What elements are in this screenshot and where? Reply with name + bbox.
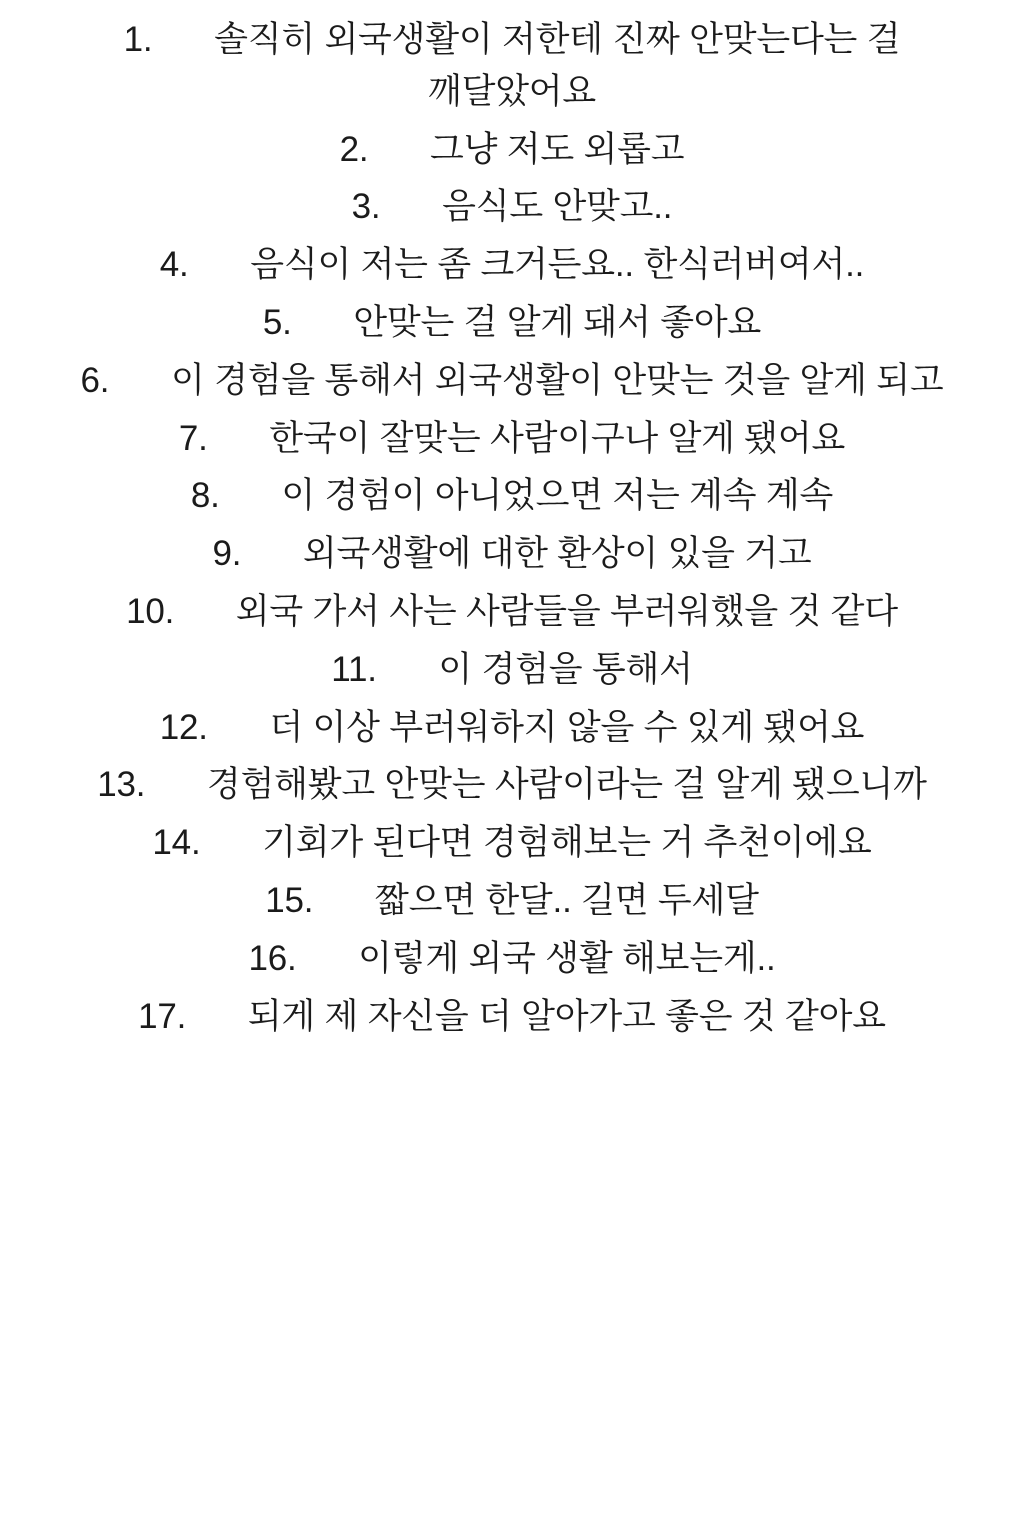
list-item-number: 7.	[178, 418, 260, 458]
list-item	[40, 586, 984, 638]
list-item-number: 2.	[339, 129, 421, 169]
list-item-text: 안맞는 걸 알게 돼서 좋아요	[353, 302, 762, 342]
list-item	[40, 239, 984, 291]
list-item-number: 14.	[152, 823, 253, 863]
list-item-text: 그냥 저도 외롭고	[430, 129, 685, 169]
list-item-text: 한국이 잘맞는 사람이구나 알게 됐어요	[269, 418, 846, 458]
list-item	[40, 933, 984, 985]
list-item-number: 5.	[262, 302, 344, 342]
list-item-number: 11.	[331, 649, 429, 689]
list-item-text: 경험해봤고 안맞는 사람이라는 걸 알게 됐으니까	[206, 765, 927, 805]
list-item	[40, 470, 984, 522]
list-item	[40, 355, 984, 407]
list-item	[40, 124, 984, 176]
list-item-text: 이렇게 외국 생활 해보는게..	[358, 938, 776, 978]
list-item-text: 더 이상 부러워하지 않을 수 있게 됐어요	[269, 707, 865, 747]
list-item-number: 17.	[138, 996, 239, 1036]
list-item-number: 9.	[212, 534, 294, 574]
list-item-number: 6.	[80, 360, 162, 400]
list-item	[40, 875, 984, 927]
list-item-text: 외국생활에 대한 환상이 있을 거고	[302, 534, 812, 574]
transcript-list	[40, 14, 984, 1042]
list-item-number: 1.	[123, 20, 205, 59]
list-item-number: 3.	[351, 187, 433, 227]
list-item-number: 4.	[159, 245, 241, 285]
list-item-text: 기회가 된다면 경험해보는 거 추천이에요	[262, 823, 872, 863]
list-item-text: 짧으면 한달.. 길면 두세달	[374, 880, 759, 920]
list-item-text: 이 경험을 통해서	[438, 649, 693, 689]
list-item-number: 13.	[97, 765, 198, 805]
list-item-text: 이 경험이 아니었으면 저는 계속 계속	[281, 476, 834, 516]
list-item-text: 음식이 저는 좀 크거든요.. 한식러버여서..	[250, 245, 865, 285]
list-item-text: 외국 가서 사는 사람들을 부러워했을 것 같다	[235, 591, 898, 631]
list-item	[40, 528, 984, 580]
list-item	[40, 759, 984, 811]
list-item-text: 솔직히 외국생활이 저한테 진짜 안맞는다는 걸 깨달았어요	[214, 20, 901, 111]
list-item	[40, 297, 984, 349]
list-item-number: 16.	[248, 938, 349, 978]
list-item	[40, 702, 984, 754]
list-item-text: 음식도 안맞고..	[442, 187, 673, 227]
list-item-text: 되게 제 자신을 더 알아가고 좋은 것 같아요	[247, 996, 886, 1036]
list-item-number: 12.	[159, 707, 260, 747]
list-item	[40, 14, 984, 118]
list-item	[40, 991, 984, 1043]
list-item-number: 8.	[190, 476, 272, 516]
list-item-number: 10.	[126, 591, 227, 631]
list-item	[40, 413, 984, 465]
list-item	[40, 817, 984, 869]
list-item-number: 15.	[265, 880, 366, 920]
list-item	[40, 644, 984, 696]
list-item-text: 이 경험을 통해서 외국생활이 안맞는 것을 알게 되고	[170, 360, 944, 400]
list-item	[40, 181, 984, 233]
